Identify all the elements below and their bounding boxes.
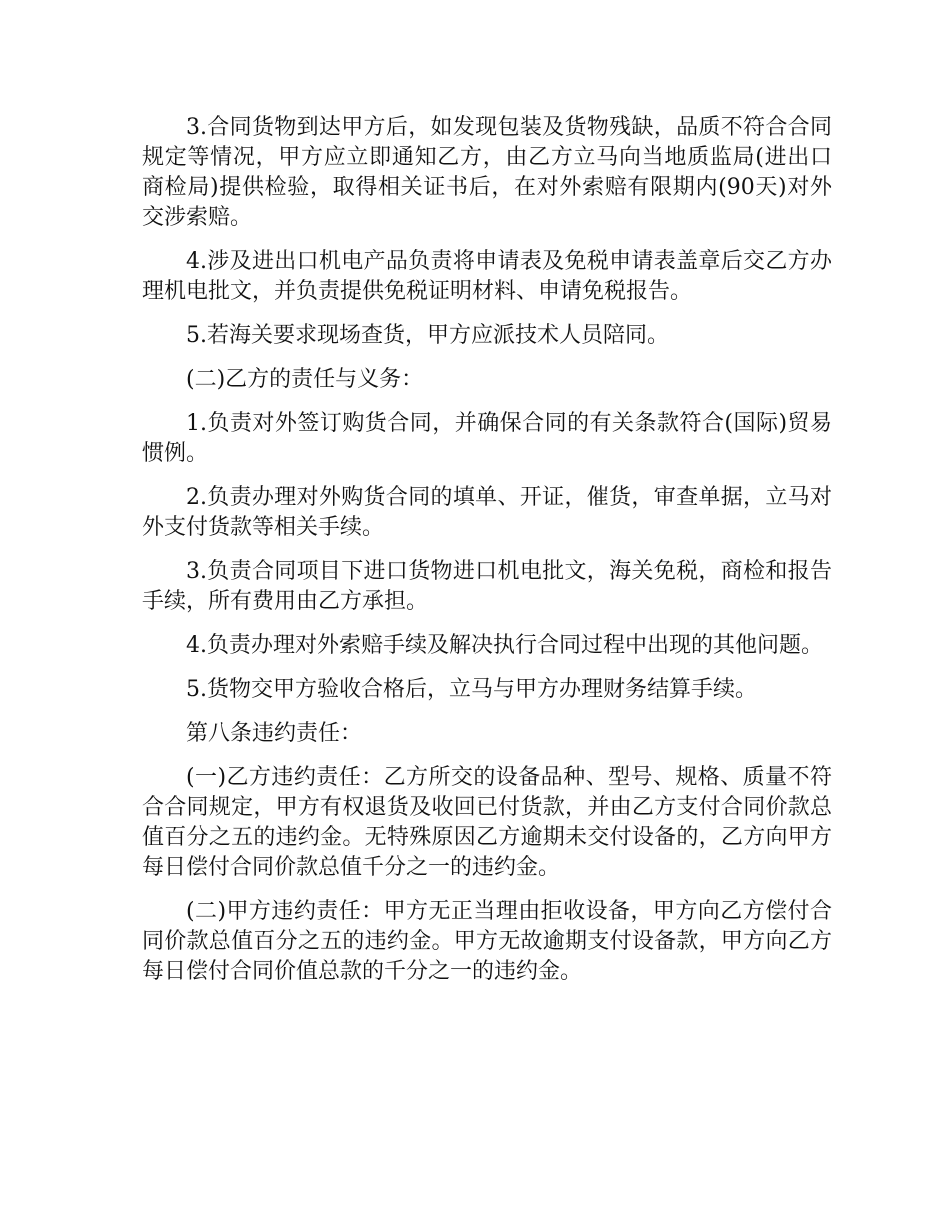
- paragraph-b-clause-3: 3.负责合同项目下进口货物进口机电批文，海关免税，商检和报告手续，所有费用由乙方承担。: [142, 559, 832, 614]
- paragraph-b-clause-4: 4.负责办理对外索赔手续及解决执行合同过程中出现的其他问题。: [186, 633, 823, 658]
- document-page: [142, 113, 832, 1001]
- paragraph-clause-5-customs: 5.若海关要求现场查货，甲方应派技术人员陪同。: [186, 323, 669, 348]
- section-heading-party-b-duties: (二)乙方的责任与义务：: [186, 367, 424, 392]
- article-heading-liability: 第八条违约责任：: [186, 721, 363, 746]
- paragraph-b-clause-5: 5.货物交甲方验收合格后，立马与甲方办理财务结算手续。: [186, 677, 757, 702]
- paragraph-party-a-breach: (二)甲方违约责任：甲方无正当理由拒收设备，甲方向乙方偿付合同价款总值百分之五的违约金。甲方无故逾期支付设备款，甲方向乙方每日偿付合同价值总款的千分之一的违约金。: [142, 899, 832, 984]
- paragraph-b-clause-2: 2.负责办理对外购货合同的填单、开证，催货，审查单据，立马对外支付货款等相关手续。: [142, 485, 832, 540]
- paragraph-party-b-breach: (一)乙方违约责任：乙方所交的设备品种、型号、规格、质量不符合合同规定，甲方有权退货及收回已付货款，并由乙方支付合同价款总值百分之五的违约金。无特殊原因乙方逾期未交付设备的，乙方向甲方每日偿付合同价款总值千分之一的违约金。: [142, 765, 832, 880]
- paragraph-clause-4-tax-exemption: 4.涉及进出口机电产品负责将申请表及免税申请表盖章后交乙方办理机电批文，并负责提供免税证明材料、申请免税报告。: [142, 249, 832, 304]
- paragraph-clause-3-inspection: 3.合同货物到达甲方后，如发现包装及货物残缺，品质不符合合同规定等情况，甲方应立即通知乙方，由乙方立马向当地质监局(进出口商检局)提供检验，取得相关证书后，在对外索赔有限期内(90天)对外交涉索赔。: [142, 115, 832, 230]
- paragraph-b-clause-1: 1.负责对外签订购货合同，并确保合同的有关条款符合(国际)贸易惯例。: [142, 411, 832, 466]
